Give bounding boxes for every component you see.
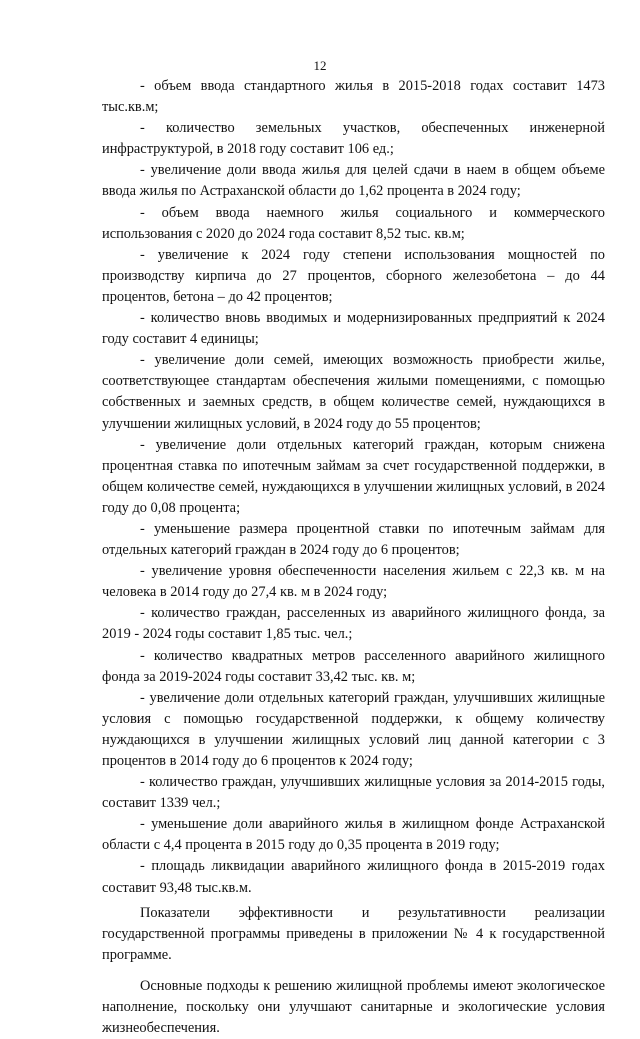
indicator-item: - объем ввода наемного жилья социального и коммерческого использования с 2020 до 2024 года составит 8,52 тыс. кв.м; [102, 204, 605, 242]
indicator-item: - площадь ликвидации аварийного жилищного фонда в 2015-2019 годах составит 93,48 тыс.кв.м. [102, 858, 605, 896]
document-body [102, 76, 605, 1039]
indicator-item: - увеличение к 2024 году степени использования мощностей по производству кирпича до 27 процентов, сборного железобетона – до 44 процентов, бетона – до 42 процентов; [102, 246, 605, 305]
indicator-item: - увеличение доли семей, имеющих возможность приобрести жилье, соответствующее стандартам обеспечения жилыми помещениями, с помощью собственных и заемных средств, в общем количестве семей, нуждающихся в улучшении жилищных условий, в 2024 году до 55 процентов; [102, 352, 605, 432]
indicator-item: - количество граждан, улучшивших жилищные условия за 2014-2015 годы, составит 1339 чел.; [102, 774, 605, 812]
page-number: 12 [313, 58, 327, 73]
indicator-item: - количество вновь вводимых и модернизированных предприятий к 2024 году составит 4 единицы; [102, 310, 605, 348]
indicator-item: - объем ввода стандартного жилья в 2015-2018 годах составит 1473 тыс.кв.м; [102, 78, 605, 116]
indicator-item: - количество квадратных метров расселенного аварийного жилищного фонда за 2019-2024 годы составит 33,42 тыс. кв. м; [102, 647, 605, 685]
summary-paragraph: Показатели эффективности и результативности реализации государственной программы приведены в приложении № 4 к государственной программе. [102, 904, 605, 963]
indicator-item: - увеличение доли отдельных категорий граждан, которым снижена процентная ставка по ипотечным займам за счет государственной поддержки, в общем количестве семей, нуждающихся в улучшении жилищных условий, в 2024 году до 0,08 процента; [102, 436, 605, 516]
indicator-item: - увеличение уровня обеспеченности населения жильем с 22,3 кв. м на человека в 2014 году до 27,4 кв. м в 2024 году; [102, 563, 605, 601]
indicator-item: - увеличение доли ввода жилья для целей сдачи в наем в общем объеме ввода жилья по Астраханской области до 1,62 процента в 2024 году; [102, 162, 605, 200]
indicator-item: - количество граждан, расселенных из аварийного жилищного фонда, за 2019 - 2024 годы составит 1,85 тыс. чел.; [102, 605, 605, 643]
indicator-item: - увеличение доли отдельных категорий граждан, улучшивших жилищные условия с помощью государственной поддержки, к общему количеству нуждающихся в улучшении жилищных условий лиц данной категории с 3 процентов в 2014 году до 6 процентов к 2024 году; [102, 689, 605, 769]
indicator-item: - количество земельных участков, обеспеченных инженерной инфраструктурой, в 2018 году составит 106 ед.; [102, 120, 605, 158]
indicator-item: - уменьшение размера процентной ставки по ипотечным займам для отдельных категорий граждан в 2024 году до 6 процентов; [102, 520, 605, 559]
approach-paragraph: Основные подходы к решению жилищной проблемы имеют экологическое наполнение, поскольку они улучшают санитарные и экологические условия жизнеобеспечения. [102, 977, 605, 1037]
indicator-item: - уменьшение доли аварийного жилья в жилищном фонде Астраханской области с 4,4 процента в 2015 году до 0,35 процента в 2019 году; [102, 816, 605, 854]
